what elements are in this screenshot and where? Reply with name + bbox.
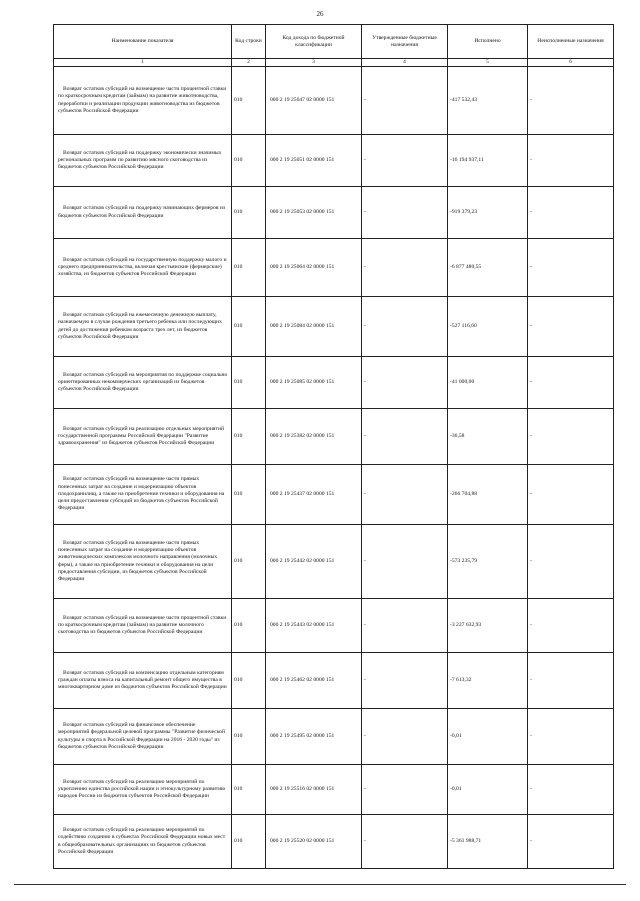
- row-unexecuted: -: [528, 709, 614, 765]
- row-name: Возврат остатков субсидий на государственную поддержку малого и среднего предпринимательства, включая крестьянские (фермерские) хозяйства, из бюджетов субъектов Российской Федерации: [54, 239, 232, 297]
- table-row: [54, 525, 614, 599]
- row-unexecuted: -: [528, 765, 614, 815]
- row-name: Возврат остатков субсидий на реализацию мероприятий по укреплению единства российской нации и этнокультурному развитию народов России из бюджетов субъектов Российской Федерации: [54, 765, 232, 815]
- row-name: Возврат остатков субсидий на ежемесячную денежную выплату, назначаемую в случае рождения третьего ребенка или последующих детей до достижения ребенком возраста трех лет, из бюджетов субъектов Российской Федерации: [54, 297, 232, 357]
- column-number-row: [54, 59, 614, 67]
- row-executed: -16 194 937,11: [448, 135, 528, 187]
- row-name: Возврат остатков субсидий на реализацию мероприятий по содействию созданию в субъектах Российской Федерации новых мест в общеобразовательных организациях из бюджетов субъектов Российской Федерации: [54, 815, 232, 869]
- table-row: [54, 135, 614, 187]
- budget-report-table: [53, 24, 614, 869]
- table-row: [54, 709, 614, 765]
- row-kbk: 000 2 19 25495 02 0000 151: [266, 709, 362, 765]
- row-approved: -: [362, 653, 448, 709]
- header-executed: Исполнено: [448, 25, 528, 59]
- row-code: 010: [232, 187, 266, 239]
- row-unexecuted: -: [528, 187, 614, 239]
- row-name: Возврат остатков субсидий на возмещение части процентной ставки по краткосрочным кредитам (займам) на развитие животноводства, переработки и реализации продукции животноводства из бюджетов субъектов Российской Федерации: [54, 67, 232, 135]
- table-row: [54, 653, 614, 709]
- header-approved: Утвержденные бюджетные назначения: [362, 25, 448, 59]
- row-executed: -0,01: [448, 709, 528, 765]
- row-kbk: 000 2 19 25443 02 0000 151: [266, 599, 362, 653]
- row-name: Возврат остатков субсидий на возмещение части прямых понесенных затрат на создание и модернизацию объектов животноводческих комплексов молочного направления (молочных ферм), а также на приобретение техники и оборудования на цели предоставления субсидии, из бюджетов субъектов Российской Федерации: [54, 525, 232, 599]
- row-code: 010: [232, 135, 266, 187]
- table-row: [54, 815, 614, 869]
- row-name: Возврат остатков субсидий на возмещение части прямых понесенных затрат на создание и модернизацию объектов плодохранилищ, а также на приобретение техники и оборудования на цели предоставления субсидий из бюджетов субъектов Российской Федерации: [54, 465, 232, 525]
- row-unexecuted: -: [528, 815, 614, 869]
- row-approved: -: [362, 67, 448, 135]
- page-number: 26: [316, 10, 324, 18]
- row-code: 010: [232, 465, 266, 525]
- row-approved: -: [362, 709, 448, 765]
- row-kbk: 000 2 19 25047 02 0000 151: [266, 67, 362, 135]
- row-executed: -36,58: [448, 409, 528, 465]
- row-kbk: 000 2 19 25382 02 0000 151: [266, 409, 362, 465]
- row-executed: -919 379,23: [448, 187, 528, 239]
- row-executed: -5 361 988,71: [448, 815, 528, 869]
- header-kbk: Код дохода по бюджетной классификации: [266, 25, 362, 59]
- row-unexecuted: -: [528, 67, 614, 135]
- row-code: 010: [232, 709, 266, 765]
- table-row: [54, 465, 614, 525]
- row-unexecuted: -: [528, 357, 614, 409]
- table-row: [54, 297, 614, 357]
- table-row: [54, 67, 614, 135]
- row-name: Возврат остатков субсидий на возмещение части процентной ставки по краткосрочным кредитам (займам) на развитие молочного скотоводства из бюджетов субъектов Российской Федерации: [54, 599, 232, 653]
- row-code: 010: [232, 297, 266, 357]
- row-unexecuted: -: [528, 135, 614, 187]
- row-executed: -3 227 632,93: [448, 599, 528, 653]
- row-executed: -7 613,32: [448, 653, 528, 709]
- row-approved: -: [362, 409, 448, 465]
- row-code: 010: [232, 239, 266, 297]
- row-code: 010: [232, 357, 266, 409]
- row-kbk: 000 2 19 25085 02 0000 151: [266, 357, 362, 409]
- row-executed: -266 704,88: [448, 465, 528, 525]
- table-row: [54, 765, 614, 815]
- row-executed: -573 235,79: [448, 525, 528, 599]
- row-code: 010: [232, 409, 266, 465]
- row-code: 010: [232, 525, 266, 599]
- table-header-row: [54, 25, 614, 59]
- row-name: Возврат остатков субсидий на реализацию отдельных мероприятий государственной программы Российской Федерации "Развитие здравоохранения" из бюджетов субъектов Российской Федерации: [54, 409, 232, 465]
- row-kbk: 000 2 19 25051 02 0000 151: [266, 135, 362, 187]
- row-code: 010: [232, 815, 266, 869]
- table-row: [54, 357, 614, 409]
- table-row: [54, 187, 614, 239]
- row-code: 010: [232, 599, 266, 653]
- row-approved: -: [362, 135, 448, 187]
- row-approved: -: [362, 297, 448, 357]
- row-unexecuted: -: [528, 599, 614, 653]
- row-unexecuted: -: [528, 525, 614, 599]
- row-approved: -: [362, 187, 448, 239]
- row-kbk: 000 2 19 25462 02 0000 151: [266, 653, 362, 709]
- column-number: 5: [448, 59, 528, 67]
- row-name: Возврат остатков субсидий на компенсацию отдельным категориям граждан оплаты взноса на капитальный ремонт общего имущества в многоквартирном доме из бюджетов субъектов Российской Федерации: [54, 653, 232, 709]
- row-kbk: 000 2 19 25064 02 0000 151: [266, 239, 362, 297]
- row-approved: -: [362, 525, 448, 599]
- row-name: Возврат остатков субсидий на финансовое обеспечение мероприятий федеральной целевой программы "Развитие физической культуры и спорта в Российской Федерации на 2016 - 2020 годы" из бюджетов субъектов Российской Федерации: [54, 709, 232, 765]
- row-unexecuted: -: [528, 239, 614, 297]
- row-kbk: 000 2 19 25516 02 0000 151: [266, 765, 362, 815]
- row-unexecuted: -: [528, 297, 614, 357]
- table-row: [54, 599, 614, 653]
- column-number: 3: [266, 59, 362, 67]
- row-kbk: 000 2 19 25442 02 0000 151: [266, 525, 362, 599]
- row-code: 010: [232, 765, 266, 815]
- header-unexecuted: Неисполненные назначения: [528, 25, 614, 59]
- row-name: Возврат остатков субсидий на поддержку экономически значимых региональных программ по развитию мясного скотоводства из бюджетов субъектов Российской Федерации: [54, 135, 232, 187]
- row-kbk: 000 2 19 25520 02 0000 151: [266, 815, 362, 869]
- row-name: Возврат остатков субсидий на мероприятия по поддержке социально ориентированных некоммерческих организаций из бюджетов субъектов Российской Федерации: [54, 357, 232, 409]
- row-executed: -0,01: [448, 765, 528, 815]
- row-kbk: 000 2 19 25437 02 0000 151: [266, 465, 362, 525]
- row-executed: -6 877 480,55: [448, 239, 528, 297]
- column-number: 2: [232, 59, 266, 67]
- row-approved: -: [362, 599, 448, 653]
- header-code: Код строки: [232, 25, 266, 59]
- row-unexecuted: -: [528, 409, 614, 465]
- row-name: Возврат остатков субсидий на поддержку начинающих фермеров из бюджетов субъектов Российской Федерации: [54, 187, 232, 239]
- row-unexecuted: -: [528, 465, 614, 525]
- row-kbk: 000 2 19 25084 02 0000 151: [266, 297, 362, 357]
- row-code: 010: [232, 653, 266, 709]
- row-unexecuted: -: [528, 653, 614, 709]
- row-executed: -417 532,43: [448, 67, 528, 135]
- column-number: 4: [362, 59, 448, 67]
- table-row: [54, 239, 614, 297]
- page-bottom-line: [14, 884, 626, 885]
- row-code: 010: [232, 67, 266, 135]
- row-approved: -: [362, 765, 448, 815]
- row-executed: -41 000,00: [448, 357, 528, 409]
- header-name: Наименование показателя: [54, 25, 232, 59]
- row-kbk: 000 2 19 25053 02 0000 151: [266, 187, 362, 239]
- column-number: 1: [54, 59, 232, 67]
- row-approved: -: [362, 239, 448, 297]
- row-approved: -: [362, 357, 448, 409]
- table-row: [54, 409, 614, 465]
- row-approved: -: [362, 465, 448, 525]
- row-executed: -527 116,60: [448, 297, 528, 357]
- row-approved: -: [362, 815, 448, 869]
- column-number: 6: [528, 59, 614, 67]
